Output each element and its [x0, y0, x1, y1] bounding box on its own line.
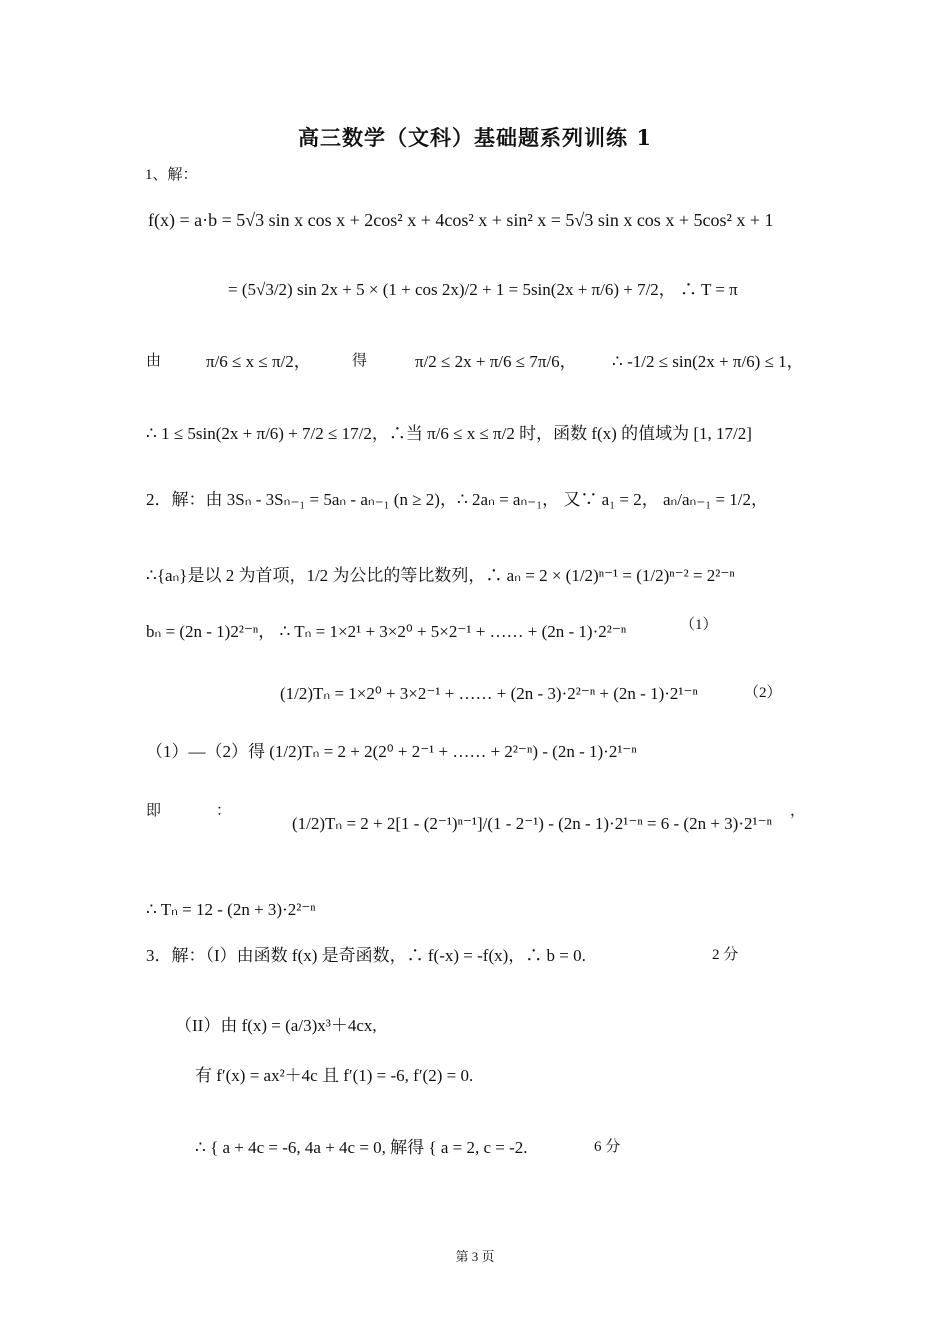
problem1-line3-sin-range: ∴ -1/2 ≤ sin(2x + π/6) ≤ 1，: [612, 352, 804, 371]
problem3-score2: 6 分: [594, 1139, 621, 1155]
page-title: 高三数学（文科）基础题系列训练 1: [298, 125, 652, 150]
problem2-line1: 2．解：由 3Sₙ - 3Sₙ₋₁ = 5aₙ - aₙ₋₁ (n ≥ 2)，∴ 2aₙ = aₙ₋₁， 又∵ a₁ = 2， aₙ/aₙ₋₁ = 1/2，: [146, 490, 769, 509]
problem1-label: 1、解：: [145, 167, 198, 183]
problem1-line3-range: π/6 ≤ x ≤ π/2，: [206, 352, 311, 371]
problem2-line6-expression: (1/2)Tₙ = 2 + 2[1 - (2⁻¹)ⁿ⁻¹]/(1 - 2⁻¹) - (2n - 1)·2¹⁻ⁿ = 6 - (2n + 3)·2¹⁻ⁿ: [292, 814, 772, 833]
problem1-line3-inequality: π/2 ≤ 2x + π/6 ≤ 7π/6，: [415, 352, 577, 371]
problem2-line6-colon: ：: [216, 803, 232, 819]
problem2-line5: （1）—（2）得 (1/2)Tₙ = 2 + 2(2⁰ + 2⁻¹ + …… + 2²⁻ⁿ) - (2n - 1)·2¹⁻ⁿ: [146, 742, 637, 761]
problem3-line4: ∴ { a + 4c = -6, 4a + 4c = 0, 解得 { a = 2, c = -2.: [195, 1138, 528, 1157]
problem2-eq1-label: （1）: [680, 617, 718, 633]
problem3-line2: （II）由 f(x) = (a/3)x³＋4cx,: [175, 1016, 377, 1035]
problem1-line1: f(x) = a·b = 5√3 sin x cos x + 2cos² x + 4cos² x + sin² x = 5√3 sin x cos x + 5cos² x + 1: [148, 210, 774, 230]
problem2-line4: (1/2)Tₙ = 1×2⁰ + 3×2⁻¹ + …… + (2n - 3)·2²⁻ⁿ + (2n - 1)·2¹⁻ⁿ: [280, 684, 698, 703]
problem2-eq2-label: （2）: [744, 685, 782, 701]
problem1-line4: ∴ 1 ≤ 5sin(2x + π/6) + 7/2 ≤ 17/2，∴当 π/6 ≤ x ≤ π/2 时，函数 f(x) 的值域为 [1, 17/2]: [146, 424, 752, 443]
problem2-line2: ∴{aₙ}是以 2 为首项，1/2 为公比的等比数列，∴ aₙ = 2 × (1/2)ⁿ⁻¹ = (1/2)ⁿ⁻² = 2²⁻ⁿ: [146, 566, 735, 585]
problem3-line3: 有 f′(x) = ax²＋4c 且 f′(1) = -6, f′(2) = 0.: [195, 1066, 474, 1085]
problem1-line2: = (5√3/2) sin 2x + 5 × (1 + cos 2x)/2 + 1 = 5sin(2x + π/6) + 7/2， ∴ T = π: [228, 280, 738, 299]
problem3-line1: 3．解：（I）由函数 f(x) 是奇函数，∴ f(-x) = -f(x)，∴ b = 0.: [146, 946, 586, 965]
problem1-line3-de: 得: [352, 353, 368, 369]
problem2-line3: bₙ = (2n - 1)2²⁻ⁿ， ∴ Tₙ = 1×2¹ + 3×2⁰ + 5×2⁻¹ + …… + (2n - 1)·2²⁻ⁿ: [146, 622, 627, 641]
problem1-line3-you: 由: [146, 353, 162, 369]
problem2-line6-ji: 即: [146, 803, 162, 819]
problem2-line6-comma: ，: [790, 803, 806, 819]
problem3-score1: 2 分: [712, 947, 739, 963]
page-footer: 第 3 页: [455, 1249, 495, 1264]
problem2-line7: ∴ Tₙ = 12 - (2n + 3)·2²⁻ⁿ: [146, 900, 316, 919]
